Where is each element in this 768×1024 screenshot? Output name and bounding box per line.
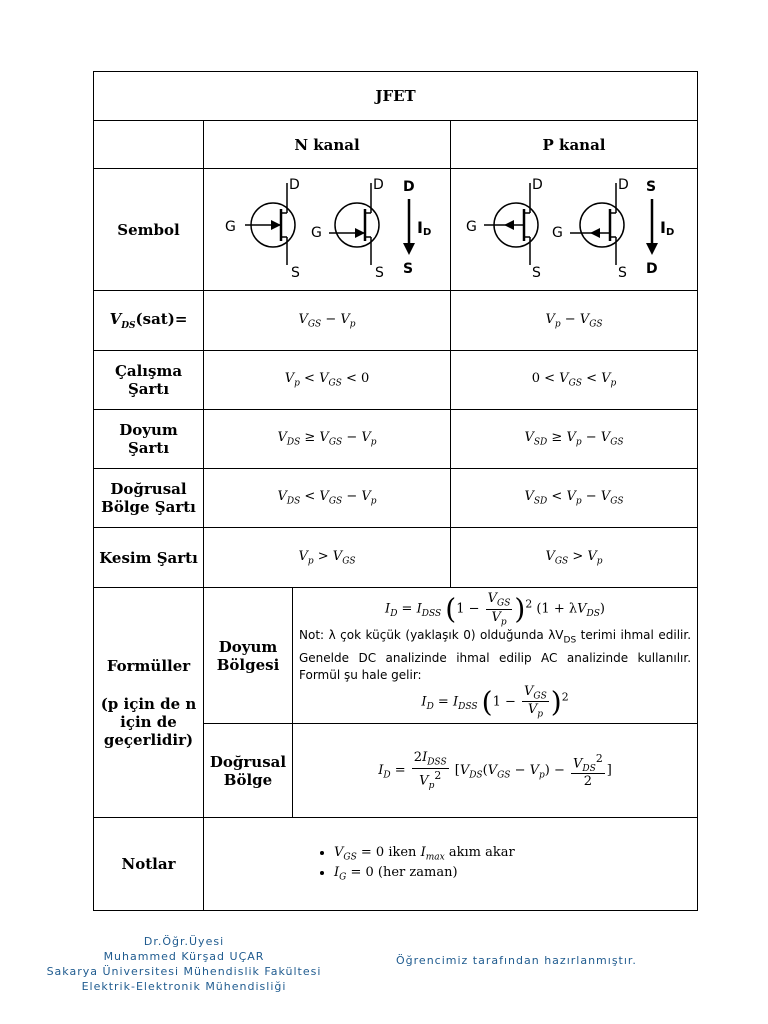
row-notlar: Notlar [94,818,204,911]
p-calisma: $0 < V_{GS} < V_p$ [451,351,698,410]
svg-text:S: S [375,264,384,281]
dogrusal-bolge-label: Doğrusal Bölge [204,724,293,818]
n-calisma: $V_p < V_{GS} < 0$ [204,351,451,410]
svg-text:S: S [646,178,657,195]
svg-text:D: D [618,176,629,193]
n-channel-symbols [204,169,451,291]
n-doyum: $V_{DS} \ge V_{GS} - V_p$ [204,410,451,469]
p-jfet-symbol-icon [454,173,694,283]
p-channel-symbols [451,169,698,291]
author-department: Elektrik-Elektronik Mühendisliği [81,980,287,993]
author-title: Dr.Öğr.Üyesi [143,935,225,948]
svg-text:G: G [311,224,322,241]
dogrusal-formula: $I_D$ = $\frac{2I_{DSS}}{V_p^2}$ [$V_{DS}(V_{GS} - V_p)$ − $\frac{V_{DS}^2}{2}$ ] [293,724,698,818]
svg-text:D: D [646,260,658,277]
notes-cell [204,818,698,911]
svg-text:D: D [666,226,675,238]
empty-cell [94,121,204,169]
row-formuller: Formüller (p için de n için de geçerlidir) [94,588,204,818]
svg-text:S: S [291,264,300,281]
p-dogrusal: $V_{SD} < V_p - V_{GS}$ [451,469,698,528]
row-dogrusal-sarti: Doğrusal Bölge Şartı [94,469,204,528]
svg-text:D: D [289,176,300,193]
row-calisma-sarti: Çalışma Şartı [94,351,204,410]
row-vds-sat: $V_{DS}(sat)=$ [94,291,204,351]
svg-text:I: I [660,217,666,237]
svg-text:G: G [225,218,236,235]
author-name: Muhammed Kürşad UÇAR [103,950,265,963]
svg-text:I: I [417,217,423,237]
col-p-kanal: P kanal [451,121,698,169]
list-item: • $V_{GS} = 0$ iken $I_{max}$ akım akar [334,845,697,863]
p-vds-sat: $V_p - V_{GS}$ [451,291,698,351]
p-kesim: $V_{GS} > V_p$ [451,528,698,588]
n-jfet-symbol-icon [207,173,447,283]
row-doyum-sarti: Doyum Şartı [94,410,204,469]
svg-text:D: D [423,226,432,238]
list-item: • $I_G = 0$ (her zaman) [334,865,697,883]
p-doyum: $V_{SD} \ge V_p - V_{GS}$ [451,410,698,469]
doyum-bolgesi-label: Doyum Bölgesi [204,588,293,724]
row-sembol: Sembol [94,169,204,291]
svg-text:G: G [466,218,477,235]
svg-text:S: S [403,260,414,277]
table-title: JFET [94,72,698,121]
n-kesim: $V_p > V_{GS}$ [204,528,451,588]
author-footer [40,934,328,994]
svg-text:D: D [373,176,384,193]
svg-text:S: S [618,264,627,281]
jfet-table [93,71,698,911]
author-university: Sakarya Üniversitesi Mühendislik Fakültesi [46,965,322,978]
student-credit: Öğrencimiz tarafından hazırlanmıştır. [396,954,637,967]
doyum-formula: $I_D = I_{DSS}$ (1 − $\frac{V_{GS}}{V_p}$ )$^2$ $(1 + \lambda V_{DS})$ Not: λ çok küçük (yaklaşık 0) olduğunda $\lambda V_{DS}$ terimi ihmal edilir. Genelde DC analizinde ihmal edilip AC analizinde kullanılır. Formül şu hale gelir: $I_D = I_{DSS}$ (1 − $\frac{V_{GS}}{V_p}$ )$^2$ [293,588,698,724]
svg-text:D: D [403,178,415,195]
svg-text:D: D [532,176,543,193]
svg-text:S: S [532,264,541,281]
row-kesim-sarti: Kesim Şartı [94,528,204,588]
col-n-kanal: N kanal [204,121,451,169]
notes-list [204,845,697,882]
n-dogrusal: $V_{DS} < V_{GS} - V_p$ [204,469,451,528]
svg-text:G: G [552,224,563,241]
n-vds-sat: $V_{GS} - V_p$ [204,291,451,351]
